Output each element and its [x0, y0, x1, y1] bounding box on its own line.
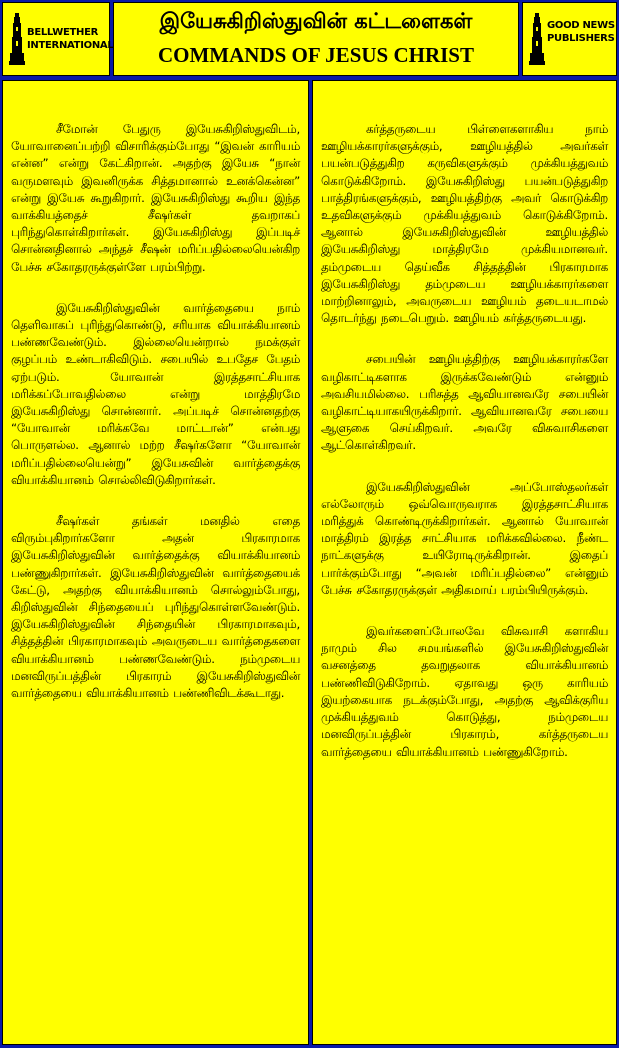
- right-paragraph-2: சபையின் ஊழியத்திற்கு ஊழியக்காரர்களே வழிகாட்டிகளாக இருக்கவேண்டும் என்னும் அவசியமில்லை. பரிசுத்த ஆவியானவரே சபையின் வழிகாட்டியாகயிருக்கிறார். ஆவியானவரே சபையை ஆளுகை செய்கிறவர். அவரே விசுவாசிகளை ஆட்கொள்கிறவர்.: [321, 352, 608, 453]
- right-paragraph-4: இவர்களைப்போலவே விசுவாசி களாகிய நாமும் சில சமயங்களில் இயேசுகிறிஸ்துவின் வசனத்தை தவறுதலாக வியாக்கியானம் பண்ணிவிடுகிறோம். ஏதாவது ஒரு காரியம் இயற்கையாக நடக்கும்போது, அதற்கு ஆவிக்குரிய முக்கியத்துவம் கொடுத்து, நம்முடைய மனவிருப்பத்தின் பிரகாரம், கர்த்தருடைய வார்த்தையை வியாக்கியானம் பண்ணுகிறோம்.: [321, 624, 608, 759]
- left-paragraph-2: இயேசுகிறிஸ்துவின் வார்த்தையை நாம் தெளிவாகப் புரிந்துகொண்டு, சரியாக வியாக்கியானம் பண்ணவேண்டும். இல்லையென்றால் நமக்குள் குழப்பம் உண்டாகிவிடும். சபையில் உபதேச பேதம் ஏற்படும். யோவான் இரத்தசாட்சியாக மரிக்கப்போவதில்லை என்று மாத்திரமே இயேசுகிறிஸ்து சொன்னார். அப்படிச் சொன்னதற்கு “யோவான் மரிக்கவே மாட்டான்” என்பது பொருளல்ல. ஆனால் மற்ற சீஷர்களோ “யோவான் மரிப்பதில்லையென்று” இயேசுவின் வார்த்தைக்கு வியாக்கியானம் சொல்லிவிடுகிறார்கள்.: [11, 300, 300, 487]
- left-column: [2, 80, 309, 1045]
- left-logo-box: [2, 2, 114, 76]
- right-logo-box: [522, 2, 617, 76]
- left-logo-text: [27, 26, 113, 52]
- title-english: COMMANDS OF JESUS CHRIST: [157, 43, 474, 67]
- left-logo-line2: INTERNATIONAL: [27, 40, 114, 51]
- title-tamil: இயேசுகிறிஸ்துவின் கட்டளைகள்: [159, 9, 473, 33]
- title-box: [113, 2, 519, 76]
- left-logo-line1: BELLWETHER: [27, 27, 99, 38]
- right-logo-text: [547, 19, 615, 45]
- right-paragraph-1: கர்த்தருடைய பிள்ளைகளாகிய நாம் ஊழியக்காரர்களுக்கும், ஊழியத்தில் அவர்கள் பயன்படுத்துகிற கருவிகளுக்கும் முக்கியத்துவம் கொடுக்கிறோம். இயேசுகிறிஸ்து பயன்படுத்துகிற பாத்திரங்களுக்கும், ஊழியத்திற்கு அவர் கொடுக்கிற உதவிகளுக்கும் முக்கியத்துவம் கொடுக்கிறோம். ஆனால் இயேசுகிறிஸ்துவின் ஊழியத்தில் இயேசுகிறிஸ்து மாத்திரமே முக்கியமானவர். தம்முடைய தெய்வீக சித்தத்தின் பிரகாரமாக இயேசுகிறிஸ்து தம்முடைய ஊழியக்காரர்களை மாற்றினாலும், அவருடைய ஊழியம் தடையடாமல் தொடர்ந்து நடைபெறும். ஊழியம் கர்த்தருடையது.: [321, 122, 608, 326]
- right-paragraph-3: இயேசுகிறிஸ்துவின் அப்போஸ்தலர்கள் எல்லோரும் ஒவ்வொருவராக இரத்தசாட்சியாக மரித்துக் கொண்டிருக்கிறார்கள். ஆனால் யோவான் மாத்திரம் இரத்த சாட்சியாக மரிக்கவில்லை. நீண்ட நாட்களுக்கு உயிரோடிருக்கிறான். இதைப் பார்க்கும்போது “அவன் மரிப்பதில்லை” என்னும் பேச்சு சகோதரருக்குள் அதிகமாய் பரம்பியிருக்கும்.: [321, 479, 608, 597]
- right-logo-line1: GOOD NEWS: [547, 20, 615, 31]
- left-paragraph-1: சீமோன் பேதுரு இயேசுகிறிஸ்துவிடம், யோவானைப்பற்றி விசாரிக்கும்போது “இவன் காரியம் என்ன” என்று கேட்கிறான். அதற்கு இயேசு “நான் வருமளவும் இவனிருக்க சித்தமானால் உனக்கென்ன” என்று இயேசு கூறுகிறார். இயேசுகிறிஸ்து கூறிய இந்த வாக்கியத்தைச் சீஷர்கள் தவறாகப் புரிந்துகொள்கிறார்கள். இயேசுகிறிஸ்து இப்படிச் சொன்னதினால் அந்தச் சீஷன் மரிப்பதில்லையென்கிற பேச்சு சகோதரருக்குள்ளே பரம்பிற்று.: [11, 122, 300, 274]
- right-logo-line2: PUBLISHERS: [547, 33, 615, 44]
- tower-icon: [9, 13, 25, 65]
- tower-icon: [529, 13, 545, 65]
- right-column: [312, 80, 617, 1045]
- left-paragraph-3: சீஷர்கள் தங்கள் மனதில் எதை விரும்புகிறார்களோ அதன் பிரகாரமாக இயேசுகிறிஸ்துவின் வார்த்தைக்கு வியாக்கியானம் பண்ணுகிறார்கள். இயேசுகிறிஸ்துவின் வார்த்தையைக் கேட்டு, அதற்கு வியாக்கியானம் சொல்லும்போது, கிறிஸ்துவின் சிந்தையைப் புரிந்துகொள்ளவேண்டும். இயேசுகிறிஸ்துவின் சிந்தையின் பிரகாரமாகவும், சித்தத்தின் பிரகாரமாகவும் அவருடைய வார்த்தைகளை வியாக்கியானம் பண்ணவேண்டும். நம்முடைய மனவிருப்பத்தின் பிரகாரம் இயேசுகிறிஸ்துவின் வார்த்தையை வியாக்கியானம் பண்ணிவிடக்கூடாது.: [11, 514, 300, 701]
